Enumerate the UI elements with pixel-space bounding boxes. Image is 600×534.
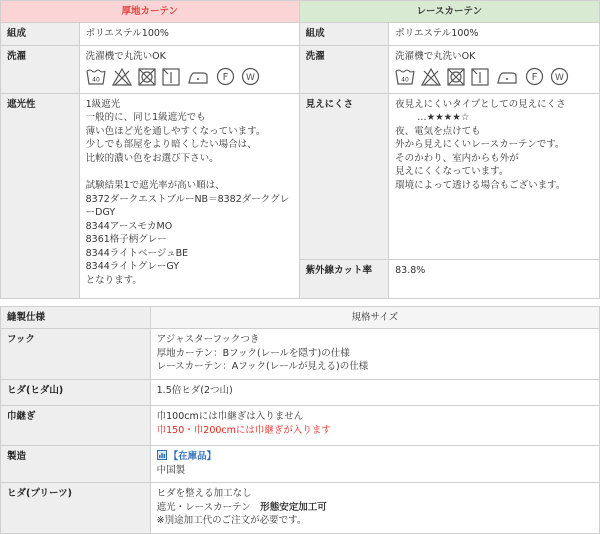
blackout-line: 8344ライトグレーGY [85, 261, 180, 273]
uv-label: 紫外線カット率 [299, 259, 389, 298]
line-dry-icon [471, 68, 489, 86]
wet-clean-w-icon [550, 67, 569, 86]
join-line: 巾100cmには巾継ぎは入りません [156, 411, 304, 423]
hook-label: フック [1, 329, 151, 380]
pleat-row [1, 380, 600, 406]
pleats-value [150, 483, 599, 534]
stock-icon [157, 450, 167, 460]
thick-material-value: ポリエステル100% [79, 23, 299, 45]
no-bleach-icon [421, 68, 441, 86]
blackout-line: 8372ダークエストブルーNB＝8382ダークグレ [85, 193, 290, 205]
join-warning: 巾150・巾200cmには巾継ぎが入ります [156, 424, 331, 436]
blackout-line: 8344ライトベージュBE [85, 247, 189, 259]
hook-row [1, 329, 600, 380]
join-value [150, 406, 599, 446]
pleats-line: ヒダを整える加工なし [156, 488, 252, 500]
svg-text:W: W [555, 73, 565, 84]
lace-wash-cell [389, 45, 600, 93]
lace-wash-text: 洗濯機で丸洗いOK [395, 50, 476, 62]
pleat-label: ヒダ(ヒダ山) [1, 380, 151, 406]
hook-value [150, 329, 599, 380]
lace-curtain-header: レースカーテン [299, 1, 599, 23]
iron-icon [186, 68, 210, 86]
hook-line: レースカーテン：Aフック(レールが見える)の仕様 [156, 361, 369, 373]
made-row [1, 446, 600, 483]
washtub-icon [86, 68, 106, 86]
header-row [1, 1, 600, 23]
blackout-line: ーDGY [85, 207, 116, 219]
visibility-line: そのかわり、室内からも外が [395, 152, 519, 164]
visibility-value [389, 93, 600, 259]
lace-material-label: 組成 [299, 23, 389, 45]
wash-temp-label: 40 [401, 76, 409, 84]
blackout-line: 少しでも部屋をより暗くしたい場合は、 [85, 139, 257, 151]
stock-badge [157, 450, 593, 463]
iron-icon [495, 68, 519, 86]
sewing-spec-table [0, 306, 600, 534]
blackout-line: 8344アースモカMO [85, 220, 173, 232]
blackout-line: 8361格子柄グレー [85, 234, 167, 246]
wash-row [1, 45, 600, 93]
blackout-line: となります。 [85, 274, 142, 286]
wash-temp-label: 40 [91, 76, 100, 84]
svg-text:F: F [531, 72, 538, 84]
wet-clean-w-icon [241, 67, 260, 86]
lace-material-value: ポリエステル100% [389, 23, 600, 45]
join-row [1, 406, 600, 446]
svg-text:F: F [222, 72, 229, 84]
thick-material-label: 組成 [1, 23, 80, 45]
blackout-line [86, 165, 293, 179]
made-value: 中国製 [156, 464, 186, 476]
stock-tag: 【在庫品】 [168, 451, 217, 463]
join-label: 巾継ぎ [1, 406, 151, 446]
lace-wash-icons [395, 67, 593, 86]
visibility-line: 夜、電気を点けても [395, 125, 481, 137]
material-row [1, 23, 600, 45]
no-bleach-icon [112, 68, 132, 86]
blackout-line: 一般的に、同じ1級遮光でも [85, 112, 206, 124]
pleats-line [157, 501, 593, 514]
blackout-line: 試験結果1で遮光率が高い順は、 [85, 180, 225, 192]
thick-wash-cell [79, 45, 299, 93]
visibility-line: 見えにくくなっています。 [395, 166, 509, 178]
line-dry-icon [162, 68, 180, 86]
visibility-line: 環境によって透ける場合もございます。 [395, 179, 566, 191]
shape-stable-option: 形態安定加工可 [260, 501, 327, 513]
thick-wash-icons [86, 67, 293, 86]
no-tumble-dry-icon [447, 68, 465, 86]
dry-clean-f-icon [525, 67, 544, 86]
blackout-label: 遮光性 [1, 93, 80, 298]
visibility-line: 夜見えにくいタイプとしての見えにくさ [395, 98, 566, 110]
visibility-line: 外から見えにくいレースカーテンです。 [395, 139, 565, 151]
spec-header-row [1, 307, 600, 329]
thick-wash-label: 洗濯 [1, 45, 80, 93]
rating-stars: …★★★★☆ [417, 112, 470, 124]
sewing-spec-header: 縫製仕様 [1, 307, 151, 329]
pleats-row [1, 483, 600, 534]
dry-clean-f-icon [216, 67, 235, 86]
blackout-line: 1級遮光 [85, 98, 121, 110]
blackout-value [79, 93, 299, 298]
lace-wash-label: 洗濯 [299, 45, 389, 93]
hook-line: 厚地カーテン：Bフック(レールを隠す)の仕様 [156, 347, 350, 359]
blackout-row [1, 93, 600, 259]
thick-curtain-header: 厚地カーテン [1, 1, 300, 23]
size-spec-header: 規格サイズ [150, 307, 599, 329]
blackout-line: 薄い色ほど光を通しやすくなっています。 [85, 125, 266, 137]
svg-text:W: W [245, 73, 255, 84]
pleats-label: ヒダ(プリーツ) [1, 483, 151, 534]
pleats-line-text: 遮光・レースカーテン [156, 501, 261, 513]
thick-wash-text: 洗濯機で丸洗いOK [85, 50, 166, 62]
hook-line: アジャスターフックつき [156, 334, 260, 346]
pleat-value: 1.5倍ヒダ(2つ山) [150, 380, 599, 406]
washtub-icon [395, 68, 415, 86]
blackout-line: 比較的濃い色をお選び下さい。 [85, 152, 219, 164]
pleats-note: ※別途加工代のご注文が必要です。 [156, 515, 307, 527]
made-label: 製造 [1, 446, 151, 483]
uv-value: 83.8% [389, 259, 600, 298]
no-tumble-dry-icon [138, 68, 156, 86]
made-value-cell [150, 446, 599, 483]
visibility-label: 見えにくさ [299, 93, 389, 259]
